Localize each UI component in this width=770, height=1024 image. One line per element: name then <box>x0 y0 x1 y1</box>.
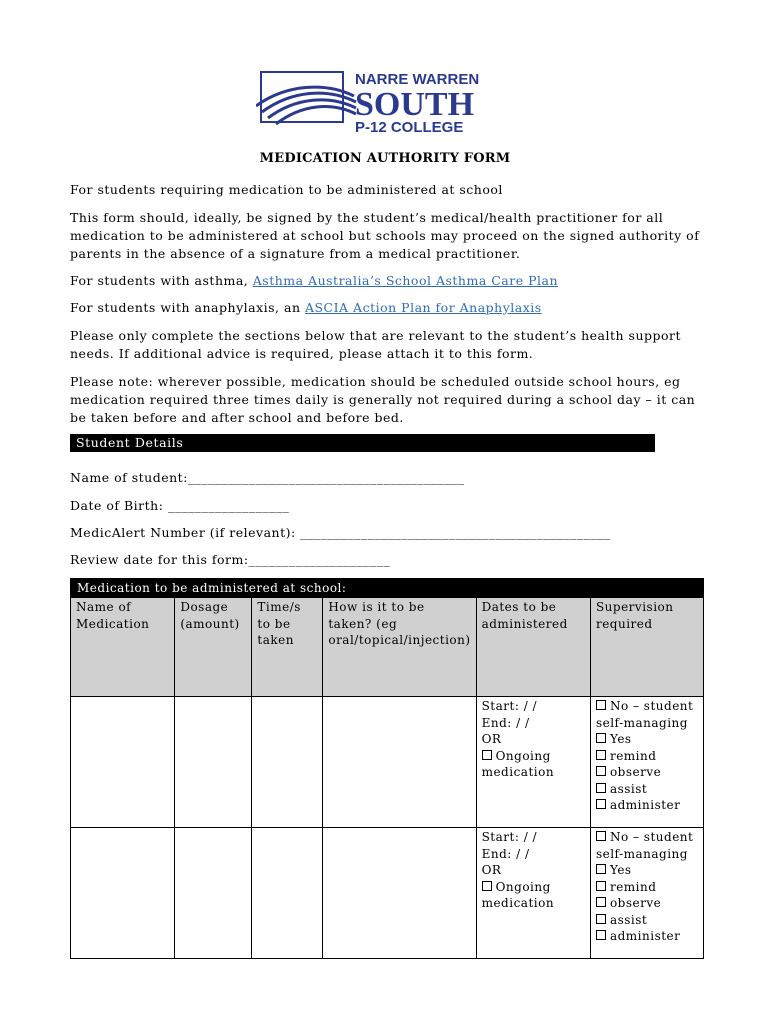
supervision-option-no[interactable] <box>596 829 698 862</box>
medication-name-cell[interactable] <box>71 697 175 828</box>
time-cell[interactable] <box>252 828 323 959</box>
ongoing-option[interactable] <box>482 879 585 912</box>
supervision-cell <box>590 697 703 828</box>
checkbox-icon[interactable] <box>596 897 606 907</box>
supervision-cell <box>590 828 703 959</box>
supervision-option-yes[interactable] <box>596 862 698 879</box>
option-label: assist <box>609 912 648 927</box>
checkbox-icon[interactable] <box>596 831 606 841</box>
supervision-option-remind[interactable] <box>596 879 698 896</box>
supervision-option-assist[interactable] <box>596 781 698 798</box>
dates-cell <box>476 828 590 959</box>
form-subtitle: For students requiring medication to be administered at school <box>70 182 503 197</box>
option-label: administer <box>609 798 681 812</box>
logo-line-3: P-12 COLLEGE <box>355 119 464 136</box>
checkbox-icon[interactable] <box>482 750 492 760</box>
please-note-paragraph: Please note: wherever possible, medication should be scheduled outside school hours, eg medication required three times daily is generally not required during a school day – it can be taken before and after school and before bed. <box>70 374 696 425</box>
medication-name-cell[interactable] <box>71 828 175 959</box>
anaphylaxis-prefix: For students with anaphylaxis, an <box>70 300 305 315</box>
option-label: No – student self-managing <box>595 699 694 730</box>
college-logo-graphic <box>256 70 526 136</box>
supervision-option-no[interactable] <box>596 698 698 731</box>
option-label: No – student self-managing <box>595 830 694 861</box>
supervision-option-observe[interactable] <box>596 764 698 781</box>
medication-table <box>70 578 704 959</box>
student-name-field[interactable]: Name of student:_________________________________________ <box>70 470 465 485</box>
college-logo <box>256 70 526 136</box>
option-label: observe <box>609 896 662 910</box>
dosage-cell[interactable] <box>175 697 252 828</box>
supervision-option-observe[interactable] <box>596 895 698 912</box>
medication-table-heading: Medication to be administered at school: <box>71 579 704 598</box>
option-label: administer <box>609 929 681 943</box>
option-label: remind <box>609 879 657 894</box>
option-label: observe <box>609 765 662 779</box>
checkbox-icon[interactable] <box>596 881 606 891</box>
option-label: Yes <box>609 732 632 746</box>
column-header-dosage: Dosage (amount) <box>175 598 252 697</box>
ongoing-label: Ongoing medication <box>481 879 555 910</box>
dates-cell <box>476 697 590 828</box>
or-label: OR <box>481 732 502 746</box>
checkbox-icon[interactable] <box>596 750 606 760</box>
review-date-field[interactable]: Review date for this form:_____________________ <box>70 552 391 567</box>
supervision-option-administer[interactable] <box>596 797 698 814</box>
supervision-option-assist[interactable] <box>596 912 698 929</box>
column-header-time: Time/s to be taken <box>252 598 323 697</box>
medicalert-number-field[interactable]: MedicAlert Number (if relevant): ______________________________________________ <box>70 525 611 540</box>
checkbox-icon[interactable] <box>596 864 606 874</box>
method-cell[interactable] <box>323 828 476 959</box>
asthma-prefix: For students with asthma, <box>70 273 253 288</box>
supervision-option-remind[interactable] <box>596 748 698 765</box>
dosage-cell[interactable] <box>175 828 252 959</box>
logo-line-1: NARRE WARREN <box>355 71 480 88</box>
ascia-plan-link[interactable]: ASCIA Action Plan for Anaphylaxis <box>304 300 542 315</box>
form-title: MEDICATION AUTHORITY FORM <box>259 151 511 166</box>
end-date[interactable]: End: / / <box>481 846 530 861</box>
checkbox-icon[interactable] <box>596 930 606 940</box>
column-header-supervision: Supervision required <box>590 598 703 697</box>
signature-paragraph: This form should, ideally, be signed by the student’s medical/health practitioner for all medication to be administered at school but schools may proceed on the signed authority of parents in the absence of a signature from a medical practitioner. <box>70 210 700 261</box>
end-date[interactable]: End: / / <box>481 715 530 730</box>
column-header-name: Name of Medication <box>71 598 175 697</box>
ongoing-label: Ongoing medication <box>481 748 555 779</box>
date-of-birth-field[interactable]: Date of Birth: __________________ <box>70 498 290 513</box>
checkbox-icon[interactable] <box>596 783 606 793</box>
supervision-option-yes[interactable] <box>596 731 698 748</box>
start-date[interactable]: Start: / / <box>481 830 538 844</box>
column-header-dates: Dates to be administered <box>476 598 590 697</box>
asthma-line <box>70 272 700 290</box>
method-cell[interactable] <box>323 697 476 828</box>
checkbox-icon[interactable] <box>596 914 606 924</box>
checkbox-icon[interactable] <box>596 733 606 743</box>
anaphylaxis-line <box>70 299 700 317</box>
option-label: assist <box>609 781 648 796</box>
checkbox-icon[interactable] <box>482 881 492 891</box>
ongoing-option[interactable] <box>482 748 585 781</box>
asthma-plan-link[interactable]: Asthma Australia’s School Asthma Care Plan <box>252 273 559 288</box>
start-date[interactable]: Start: / / <box>481 699 538 713</box>
relevant-sections-paragraph: Please only complete the sections below that are relevant to the student’s health support needs. If additional advice is required, please attach it to this form. <box>70 328 682 361</box>
option-label: remind <box>609 748 657 763</box>
or-label: OR <box>481 863 502 877</box>
column-header-method: How is it to be taken? (eg oral/topical/injection) <box>323 598 476 697</box>
supervision-option-administer[interactable] <box>596 928 698 945</box>
checkbox-icon[interactable] <box>596 700 606 710</box>
student-details-heading: Student Details <box>70 434 655 452</box>
logo-line-2: SOUTH <box>355 86 475 123</box>
time-cell[interactable] <box>252 697 323 828</box>
table-row <box>71 828 704 959</box>
table-row <box>71 697 704 828</box>
checkbox-icon[interactable] <box>596 766 606 776</box>
checkbox-icon[interactable] <box>596 799 606 809</box>
option-label: Yes <box>609 863 632 877</box>
